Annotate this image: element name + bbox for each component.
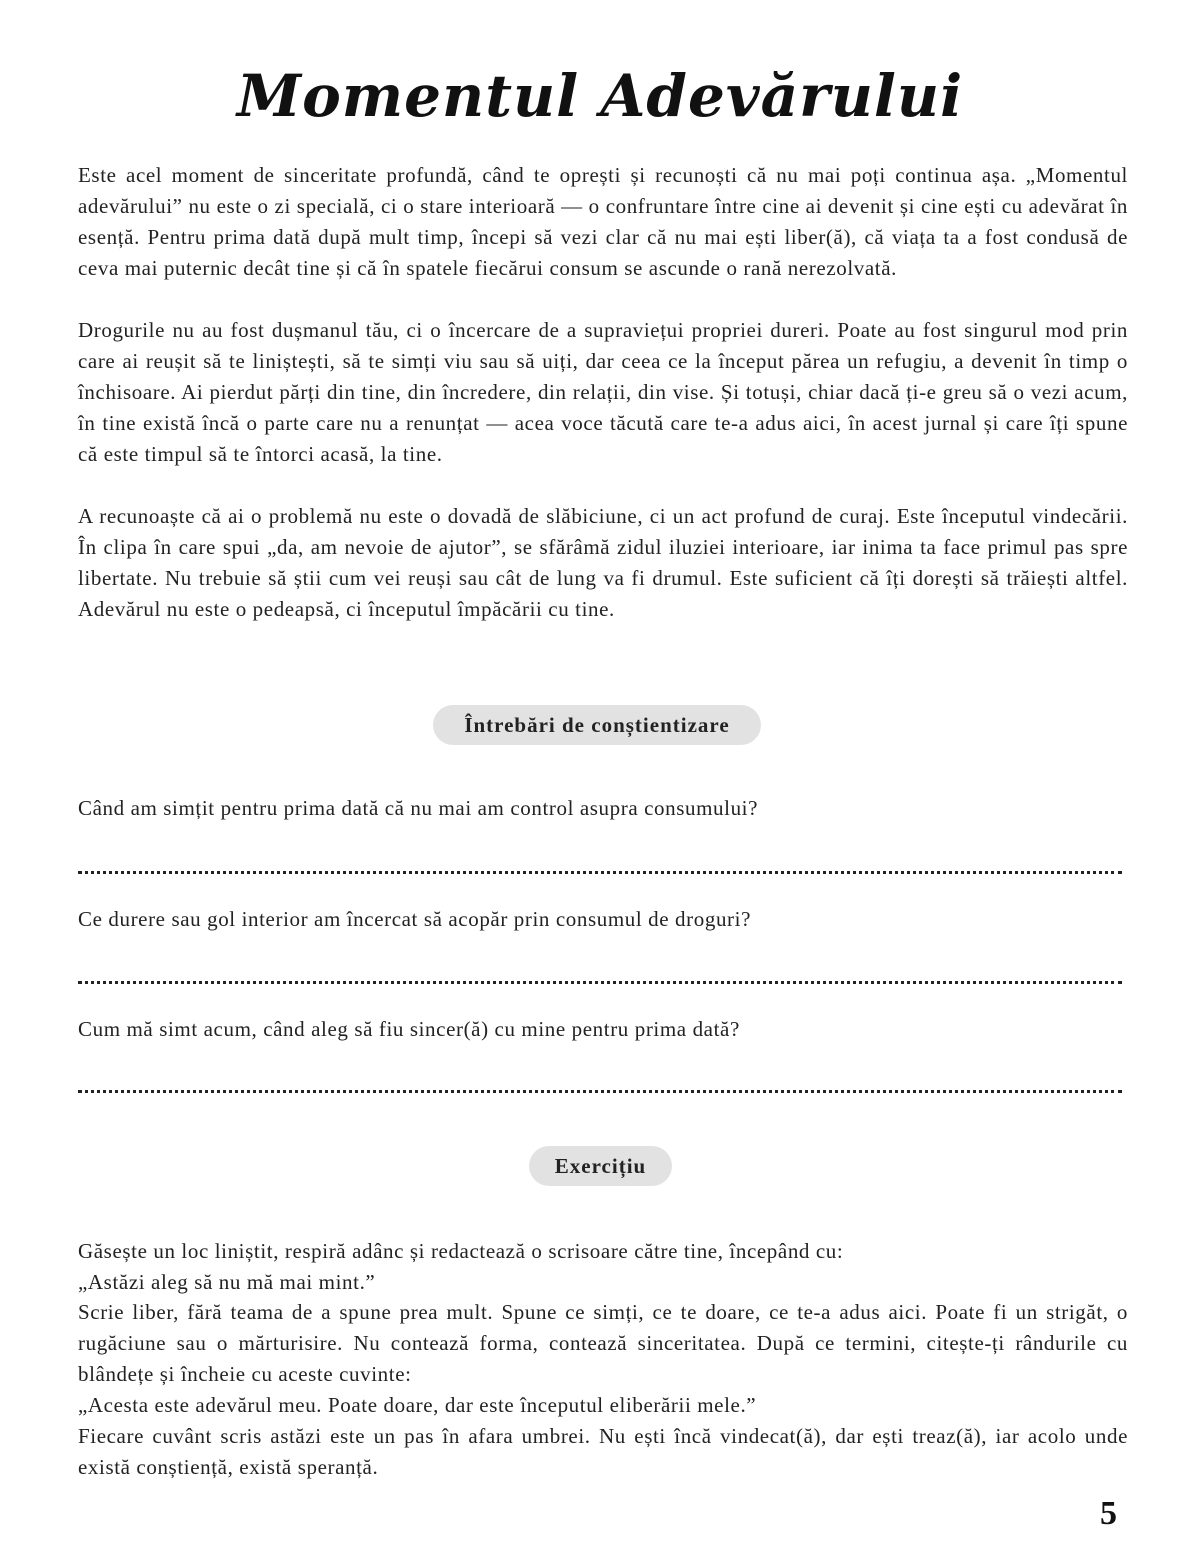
intro-paragraph-2: Drogurile nu au fost dușmanul tău, ci o încercare de a supraviețui propriei dureri. Poate au fost singurul mod prin care ai reușit să te liniștești, să te simți viu sau să uiți, dar ceea ce la început părea un refugiu, a devenit în timp o închisoare. Ai pierdut părți din tine, din încredere, din relații, din vise. Și totuși, chiar dacă ți-e greu să o vezi acum, în tine există încă o parte care nu a renunțat — acea voce tăcută care te-a adus aici, în acest jurnal și care îți spune că este timpul să te întorci acasă, la tine. [78,318,1128,466]
exercise-line-1: Găsește un loc liniștit, respiră adânc și redactează o scrisoare către tine, începând cu: [78,1239,844,1263]
page-title: Momentul Adevărului [236,62,964,130]
exercise-paragraph: Scrie liber, fără teama de a spune prea mult. Spune ce simți, ce te doare, ce te-a adus aici. Poate fi un strigăt, o rugăciune sau o mărturisire. Nu contează forma, contează sinceritatea. După ce termini, citește-ți rândurile cu blândețe și încheie cu aceste cuvinte: [78,1300,1128,1386]
answer-line-3[interactable] [78,1090,1122,1093]
intro-paragraph-1: Este acel moment de sinceritate profundă, când te oprești și recunoști că nu mai poți continua așa. „Momentul adevărului” nu este o zi specială, ci o stare interioară — o confruntare între cine ai devenit și cine ești cu adevărat în esență. Pentru prima dată după mult timp, începi să vezi clar că nu mai ești liber(ă), că viața ta a fost condusă de ceva mai puternic decât tine și că în spatele fiecărui consum se ascunde o rană nerezolvată. [78,163,1128,280]
page-number: 5 [1100,1495,1117,1532]
question-3: Cum mă simt acum, când aleg să fiu sincer(ă) cu mine pentru prima dată? [78,1017,740,1041]
questions-heading: Întrebări de conștientizare [433,705,761,745]
question-2: Ce durere sau gol interior am încercat să acopăr prin consumul de droguri? [78,907,751,931]
intro-paragraph-3: A recunoaște că ai o problemă nu este o dovadă de slăbiciune, ci un act profund de curaj. Este începutul vindecării. În clipa în care spui „da, am nevoie de ajutor”, se sfărâmă zidul iluziei interioare, iar inima ta face primul pas spre libertate. Nu trebuie să știi cum vei reuși sau cât de lung va fi drumul. Este suficient că îți dorești să trăiești altfel. Adevărul nu este o pedeapsă, ci începutul împăcării cu tine. [78,504,1128,621]
exercise-quote-1: „Astăzi aleg să nu mă mai mint.” [78,1270,376,1294]
answer-line-2[interactable] [78,981,1122,984]
exercise-quote-2: „Acesta este adevărul meu. Poate doare, dar este începutul eliberării mele.” [78,1393,757,1417]
exercise-closing: Fiecare cuvânt scris astăzi este un pas în afara umbrei. Nu ești încă vindecat(ă), dar ești treaz(ă), iar acolo unde există conștiență, există speranță. [78,1424,1128,1479]
answer-line-1[interactable] [78,871,1122,874]
exercise-heading: Exercițiu [529,1146,672,1186]
question-1: Când am simțit pentru prima dată că nu mai am control asupra consumului? [78,796,759,820]
